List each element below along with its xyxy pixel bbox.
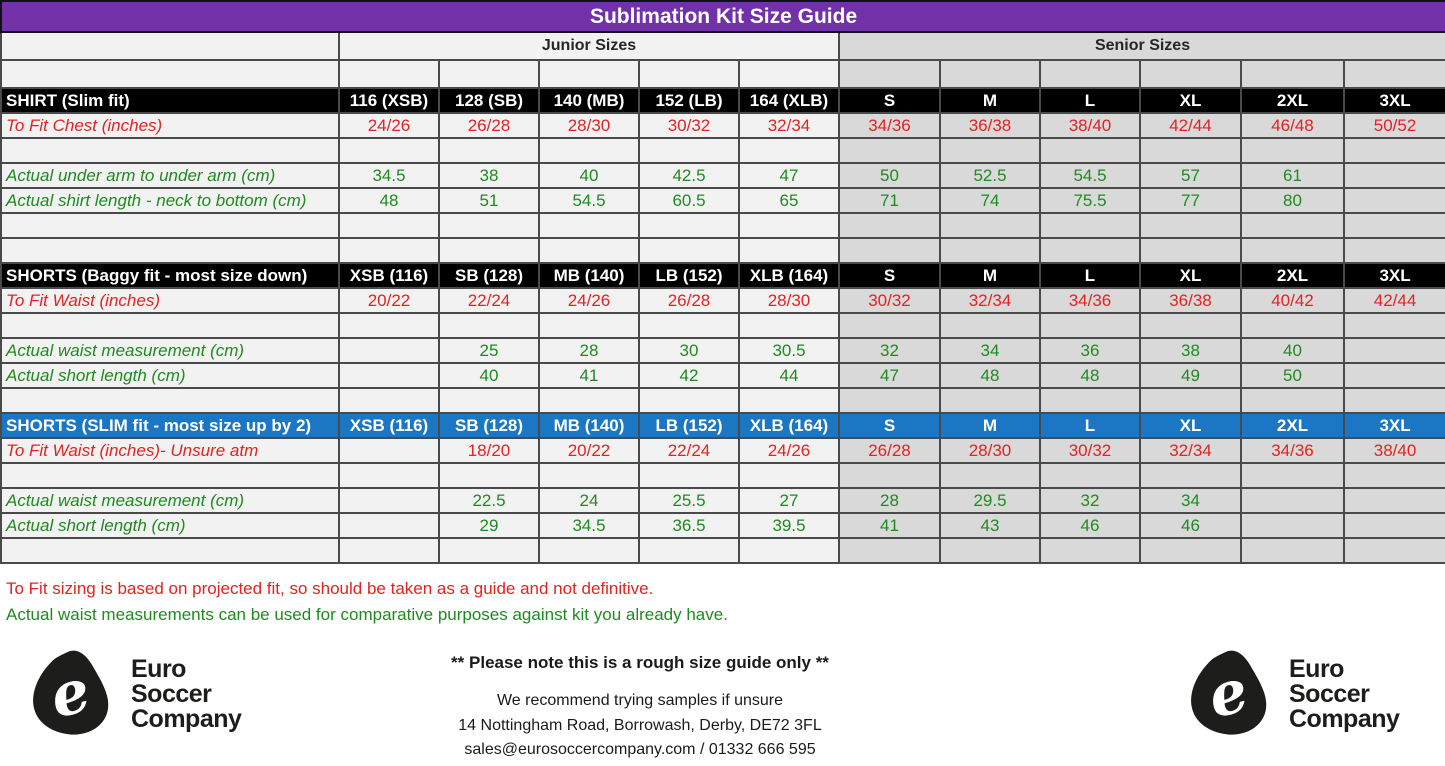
logo-word-company: Company xyxy=(131,704,242,733)
cell xyxy=(1241,513,1344,538)
esc-pick-logo-icon xyxy=(25,646,121,742)
cell: 46/48 xyxy=(1241,113,1344,138)
cell xyxy=(339,363,439,388)
row-label: To Fit Chest (inches) xyxy=(1,113,339,138)
cell xyxy=(1241,388,1344,413)
cell xyxy=(1344,338,1445,363)
cell: 26/28 xyxy=(439,113,539,138)
samples-note: We recommend trying samples if unsure xyxy=(496,692,784,709)
page-title: Sublimation Kit Size Guide xyxy=(1,1,1445,32)
cell xyxy=(539,138,639,163)
table-row xyxy=(1,338,1445,363)
cell: 47 xyxy=(739,163,839,188)
cell: 116 (XSB) xyxy=(339,88,439,113)
cell: 36.5 xyxy=(639,513,739,538)
logo-word-soccer: Soccer xyxy=(1289,679,1370,708)
cell xyxy=(1140,60,1241,88)
cell xyxy=(1040,313,1140,338)
cell xyxy=(539,538,639,563)
row-label xyxy=(1,463,339,488)
cell xyxy=(1344,513,1445,538)
cell xyxy=(1140,388,1241,413)
row-label: Actual short length (cm) xyxy=(1,513,339,538)
cell: 42.5 xyxy=(639,163,739,188)
cell: 54.5 xyxy=(539,188,639,213)
cell xyxy=(439,213,539,238)
table-row xyxy=(1,513,1445,538)
cell: 40 xyxy=(539,163,639,188)
cell xyxy=(1140,238,1241,263)
cell: L xyxy=(1040,263,1140,288)
cell xyxy=(739,213,839,238)
cell: 34 xyxy=(1140,488,1241,513)
cell xyxy=(739,238,839,263)
cell: XLB (164) xyxy=(739,263,839,288)
cell: 24/26 xyxy=(739,438,839,463)
cell: SB (128) xyxy=(439,413,539,438)
table-row xyxy=(1,88,1445,113)
cell xyxy=(1040,238,1140,263)
footer-text-block xyxy=(140,653,1140,763)
cell xyxy=(539,313,639,338)
group-header-row xyxy=(1,32,1445,60)
cell: 38 xyxy=(1140,338,1241,363)
cell: 32/34 xyxy=(1140,438,1241,463)
cell: 44 xyxy=(739,363,839,388)
cell: S xyxy=(839,413,940,438)
cell xyxy=(339,338,439,363)
cell: 2XL xyxy=(1241,413,1344,438)
cell xyxy=(539,388,639,413)
cell xyxy=(1040,138,1140,163)
cell: 34.5 xyxy=(539,513,639,538)
cell xyxy=(839,313,940,338)
cell: 36/38 xyxy=(1140,288,1241,313)
row-label: SHORTS (Baggy fit - most size down) xyxy=(1,263,339,288)
cell xyxy=(1344,138,1445,163)
table-row xyxy=(1,363,1445,388)
cell: XSB (116) xyxy=(339,263,439,288)
cell: 128 (SB) xyxy=(439,88,539,113)
cell: 43 xyxy=(940,513,1040,538)
cell xyxy=(1140,313,1241,338)
cell: 65 xyxy=(739,188,839,213)
cell xyxy=(1040,60,1140,88)
cell: 48 xyxy=(339,188,439,213)
cell: LB (152) xyxy=(639,413,739,438)
cell xyxy=(839,238,940,263)
cell xyxy=(639,138,739,163)
cell: 50 xyxy=(839,163,940,188)
cell: 50 xyxy=(1241,363,1344,388)
cell xyxy=(739,138,839,163)
cell: 32/34 xyxy=(940,288,1040,313)
cell xyxy=(940,463,1040,488)
esc-pick-logo-icon xyxy=(1183,646,1279,742)
cell: 28/30 xyxy=(940,438,1040,463)
cell xyxy=(940,60,1040,88)
cell: 24 xyxy=(539,488,639,513)
cell xyxy=(839,463,940,488)
cell xyxy=(1344,463,1445,488)
footnotes xyxy=(6,576,728,628)
cell: 61 xyxy=(1241,163,1344,188)
cell xyxy=(339,60,439,88)
cell xyxy=(739,463,839,488)
svg-text:e: e xyxy=(43,655,97,733)
cell: 36 xyxy=(1040,338,1140,363)
cell: L xyxy=(1040,88,1140,113)
cell xyxy=(1344,213,1445,238)
cell: XL xyxy=(1140,413,1241,438)
cell xyxy=(1140,213,1241,238)
row-label xyxy=(1,213,339,238)
spacer-row xyxy=(1,538,1445,563)
spacer-row xyxy=(1,238,1445,263)
row-label: Actual shirt length - neck to bottom (cm) xyxy=(1,188,339,213)
cell: 42/44 xyxy=(1140,113,1241,138)
cell: 52.5 xyxy=(940,163,1040,188)
cell: 42/44 xyxy=(1344,288,1445,313)
cell: 32 xyxy=(839,338,940,363)
cell xyxy=(339,463,439,488)
senior-sizes-header: Senior Sizes xyxy=(839,32,1445,60)
cell xyxy=(1241,313,1344,338)
cell: 57 xyxy=(1140,163,1241,188)
cell: 71 xyxy=(839,188,940,213)
cell xyxy=(1241,238,1344,263)
cell: 30.5 xyxy=(739,338,839,363)
row-label: To Fit Waist (inches) xyxy=(1,288,339,313)
cell: 75.5 xyxy=(1040,188,1140,213)
cell xyxy=(1241,138,1344,163)
cell xyxy=(1040,213,1140,238)
cell: 29 xyxy=(439,513,539,538)
cell xyxy=(339,438,439,463)
cell: 77 xyxy=(1140,188,1241,213)
row-label: SHORTS (SLIM fit - most size up by 2) xyxy=(1,413,339,438)
cell xyxy=(339,313,439,338)
cell xyxy=(739,60,839,88)
cell: 40 xyxy=(1241,338,1344,363)
row-label: To Fit Waist (inches)- Unsure atm xyxy=(1,438,339,463)
cell xyxy=(639,388,739,413)
cell: 80 xyxy=(1241,188,1344,213)
cell xyxy=(639,238,739,263)
cell xyxy=(1344,60,1445,88)
cell xyxy=(940,388,1040,413)
cell: S xyxy=(839,88,940,113)
spacer-row xyxy=(1,388,1445,413)
cell: 41 xyxy=(539,363,639,388)
cell: 164 (XLB) xyxy=(739,88,839,113)
spacer-row xyxy=(1,60,1445,88)
cell xyxy=(639,213,739,238)
cell xyxy=(1344,538,1445,563)
logo-word-soccer: Soccer xyxy=(131,679,212,708)
cell: LB (152) xyxy=(639,263,739,288)
cell: M xyxy=(940,88,1040,113)
row-label xyxy=(1,538,339,563)
table-row xyxy=(1,188,1445,213)
logo-word-euro: Euro xyxy=(1289,654,1344,683)
cell: 36/38 xyxy=(940,113,1040,138)
note-actual-waist: Actual waist measurements can be used for comparative purposes against kit you already have. xyxy=(6,605,728,624)
cell xyxy=(1344,488,1445,513)
cell: 48 xyxy=(1040,363,1140,388)
cell xyxy=(940,538,1040,563)
cell: 3XL xyxy=(1344,263,1445,288)
cell: 40 xyxy=(439,363,539,388)
logo-word-company: Company xyxy=(1289,704,1400,733)
cell xyxy=(1344,163,1445,188)
row-label: Actual waist measurement (cm) xyxy=(1,338,339,363)
cell: L xyxy=(1040,413,1140,438)
table-row xyxy=(1,413,1445,438)
cell: 28/30 xyxy=(539,113,639,138)
cell: 30/32 xyxy=(639,113,739,138)
cell: 3XL xyxy=(1344,88,1445,113)
cell: 30 xyxy=(639,338,739,363)
cell: 24/26 xyxy=(339,113,439,138)
cell: 60.5 xyxy=(639,188,739,213)
cell: MB (140) xyxy=(539,263,639,288)
cell xyxy=(1344,238,1445,263)
cell: 2XL xyxy=(1241,263,1344,288)
svg-text:e: e xyxy=(1201,655,1255,733)
cell xyxy=(339,538,439,563)
cell xyxy=(839,213,940,238)
cell xyxy=(1140,138,1241,163)
cell: 2XL xyxy=(1241,88,1344,113)
cell: 34/36 xyxy=(839,113,940,138)
cell: XLB (164) xyxy=(739,413,839,438)
cell xyxy=(739,388,839,413)
cell xyxy=(739,538,839,563)
row-label: Actual waist measurement (cm) xyxy=(1,488,339,513)
cell xyxy=(1140,463,1241,488)
cell: 18/20 xyxy=(439,438,539,463)
cell xyxy=(839,388,940,413)
cell: 22.5 xyxy=(439,488,539,513)
cell xyxy=(339,238,439,263)
cell: S xyxy=(839,263,940,288)
cell xyxy=(1344,313,1445,338)
cell: 34/36 xyxy=(1040,288,1140,313)
cell: 20/22 xyxy=(339,288,439,313)
cell: 22/24 xyxy=(639,438,739,463)
spacer-row xyxy=(1,463,1445,488)
cell: M xyxy=(940,413,1040,438)
cell xyxy=(639,313,739,338)
cell: 26/28 xyxy=(839,438,940,463)
table-row xyxy=(1,438,1445,463)
cell xyxy=(839,60,940,88)
cell: 42 xyxy=(639,363,739,388)
cell xyxy=(940,313,1040,338)
cell xyxy=(339,138,439,163)
cell xyxy=(739,313,839,338)
cell xyxy=(1344,363,1445,388)
cell xyxy=(439,238,539,263)
cell: 74 xyxy=(940,188,1040,213)
spacer-row xyxy=(1,313,1445,338)
cell: 34.5 xyxy=(339,163,439,188)
cell: 30/32 xyxy=(839,288,940,313)
cell xyxy=(1241,538,1344,563)
row-label: Actual under arm to under arm (cm) xyxy=(1,163,339,188)
address-line: 14 Nottingham Road, Borrowash, Derby, DE72 3FL xyxy=(458,716,822,734)
cell: 38/40 xyxy=(1344,438,1445,463)
row-label xyxy=(1,138,339,163)
cell: 25 xyxy=(439,338,539,363)
cell xyxy=(1241,488,1344,513)
cell: 54.5 xyxy=(1040,163,1140,188)
cell: 32/34 xyxy=(739,113,839,138)
cell: 39.5 xyxy=(739,513,839,538)
cell xyxy=(439,138,539,163)
cell xyxy=(1344,388,1445,413)
cell: SB (128) xyxy=(439,263,539,288)
cell: 40/42 xyxy=(1241,288,1344,313)
cell: 49 xyxy=(1140,363,1241,388)
cell xyxy=(940,138,1040,163)
cell: 27 xyxy=(739,488,839,513)
table-row xyxy=(1,163,1445,188)
cell: 28 xyxy=(839,488,940,513)
rough-guide-note: ** Please note this is a rough size guide only ** xyxy=(451,653,829,672)
logo-wordmark xyxy=(1289,654,1400,733)
note-to-fit-sizing: To Fit sizing is based on projected fit, so should be taken as a guide and not definitive. xyxy=(6,579,654,598)
cell: XSB (116) xyxy=(339,413,439,438)
cell xyxy=(1241,213,1344,238)
cell xyxy=(439,463,539,488)
cell xyxy=(439,388,539,413)
cell: 46 xyxy=(1040,513,1140,538)
cell xyxy=(639,60,739,88)
cell: 28 xyxy=(539,338,639,363)
cell: 29.5 xyxy=(940,488,1040,513)
junior-sizes-header: Junior Sizes xyxy=(339,32,839,60)
cell: 3XL xyxy=(1344,413,1445,438)
spacer-row xyxy=(1,213,1445,238)
cell: M xyxy=(940,263,1040,288)
cell xyxy=(539,213,639,238)
cell xyxy=(839,138,940,163)
cell xyxy=(1040,538,1140,563)
cell xyxy=(539,238,639,263)
spacer-row xyxy=(1,138,1445,163)
cell: 28/30 xyxy=(739,288,839,313)
cell: 41 xyxy=(839,513,940,538)
cell: 22/24 xyxy=(439,288,539,313)
cell xyxy=(439,313,539,338)
row-label xyxy=(1,313,339,338)
cell: 30/32 xyxy=(1040,438,1140,463)
cell: 34/36 xyxy=(1241,438,1344,463)
table-row xyxy=(1,263,1445,288)
row-label: SHIRT (Slim fit) xyxy=(1,88,339,113)
cell: XL xyxy=(1140,88,1241,113)
cell xyxy=(839,538,940,563)
cell: 26/28 xyxy=(639,288,739,313)
cell xyxy=(339,388,439,413)
row-label: Actual short length (cm) xyxy=(1,363,339,388)
row-label xyxy=(1,60,339,88)
cell: MB (140) xyxy=(539,413,639,438)
cell xyxy=(1344,188,1445,213)
table-row xyxy=(1,113,1445,138)
cell xyxy=(940,238,1040,263)
cell: 32 xyxy=(1040,488,1140,513)
cell: 48 xyxy=(940,363,1040,388)
row-label xyxy=(1,388,339,413)
group-header-spacer-cell xyxy=(1,32,339,60)
cell xyxy=(1040,463,1140,488)
cell xyxy=(940,213,1040,238)
table-row xyxy=(1,288,1445,313)
cell: 20/22 xyxy=(539,438,639,463)
cell: 34 xyxy=(940,338,1040,363)
cell: 25.5 xyxy=(639,488,739,513)
cell: 38/40 xyxy=(1040,113,1140,138)
cell xyxy=(1140,538,1241,563)
title-row xyxy=(1,1,1445,32)
cell xyxy=(1241,60,1344,88)
size-table-body xyxy=(1,1,1445,563)
contact-line: sales@eurosoccercompany.com / 01332 666 595 xyxy=(464,741,816,758)
cell xyxy=(439,538,539,563)
cell xyxy=(539,463,639,488)
cell xyxy=(1241,463,1344,488)
cell xyxy=(339,488,439,513)
cell: 50/52 xyxy=(1344,113,1445,138)
row-label xyxy=(1,238,339,263)
cell xyxy=(1040,388,1140,413)
cell xyxy=(339,213,439,238)
cell xyxy=(639,538,739,563)
cell xyxy=(639,463,739,488)
cell: 47 xyxy=(839,363,940,388)
cell xyxy=(539,60,639,88)
cell: 140 (MB) xyxy=(539,88,639,113)
cell: 38 xyxy=(439,163,539,188)
cell: XL xyxy=(1140,263,1241,288)
euro-soccer-company-logo-right xyxy=(1183,646,1399,742)
cell: 51 xyxy=(439,188,539,213)
table-row xyxy=(1,488,1445,513)
cell: 46 xyxy=(1140,513,1241,538)
cell xyxy=(339,513,439,538)
cell: 24/26 xyxy=(539,288,639,313)
logo-word-euro: Euro xyxy=(131,654,186,683)
cell: 152 (LB) xyxy=(639,88,739,113)
cell xyxy=(439,60,539,88)
